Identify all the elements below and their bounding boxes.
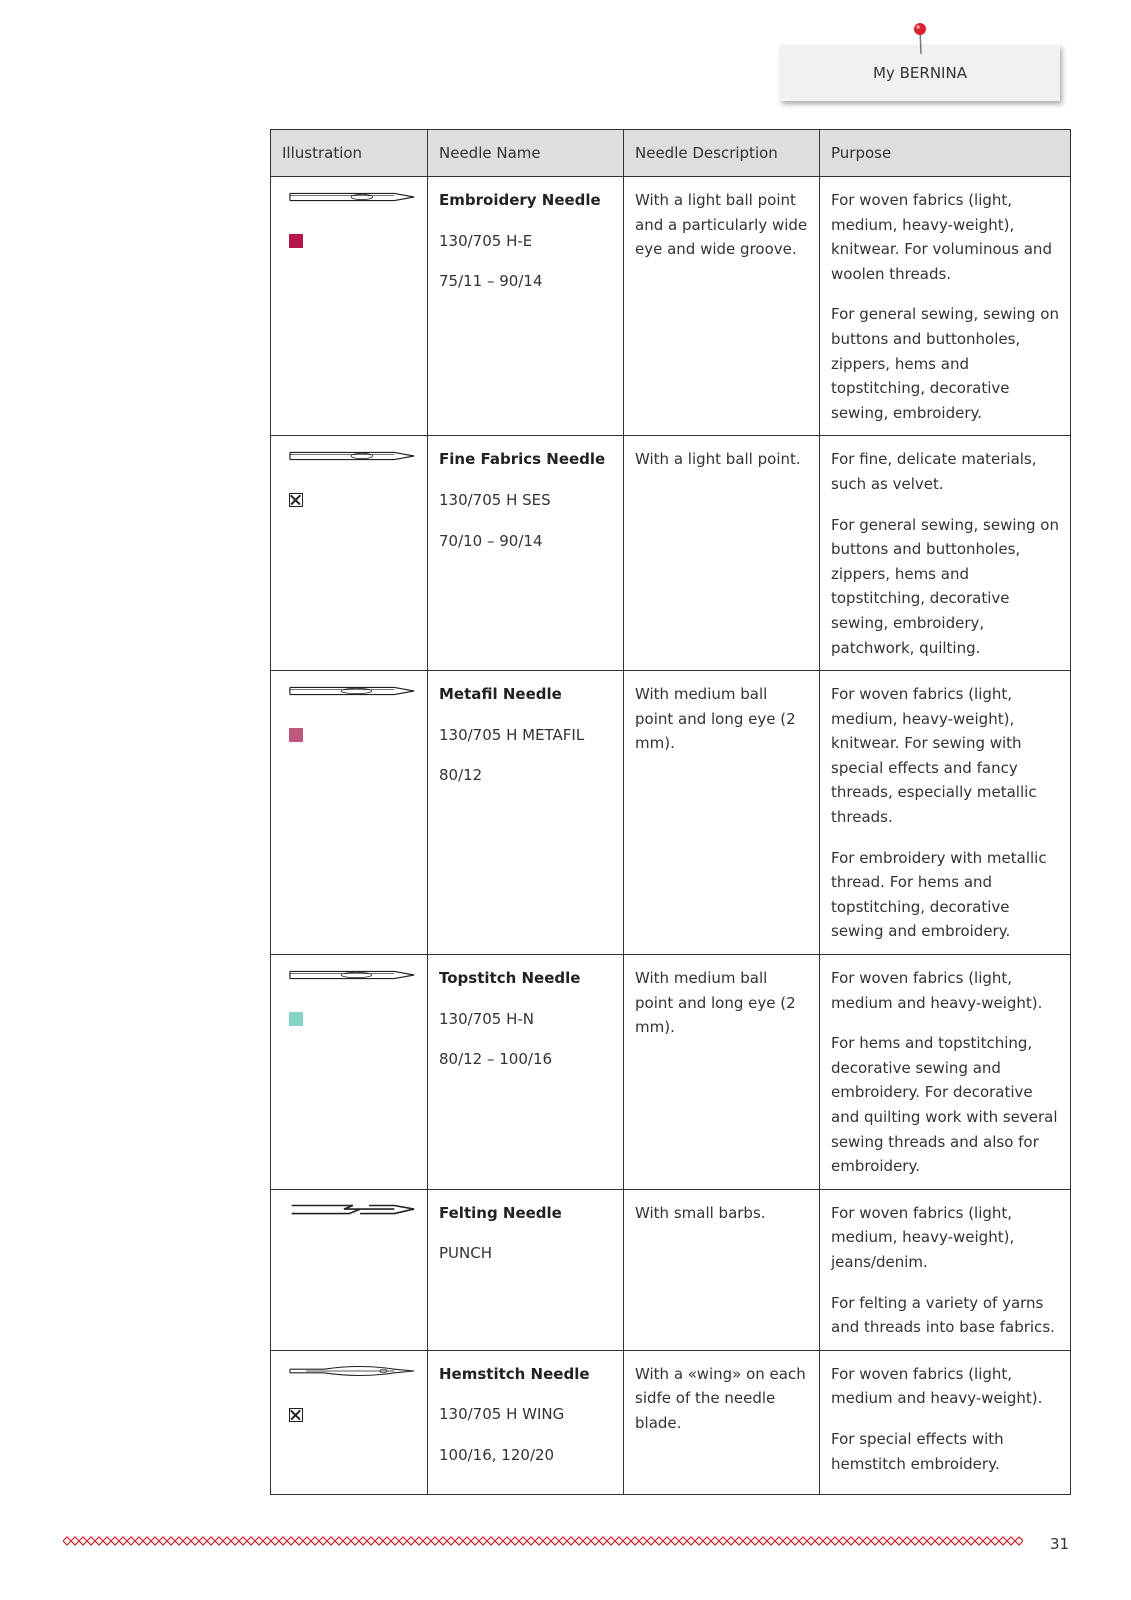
purpose-paragraph: For general sewing, sewing on buttons and buttonholes, zippers, hems and topstitching, decorative sewing, embroidery. [831,305,1059,422]
needle-name: Metafil Needle [439,685,562,704]
purpose-paragraph: For woven fabrics (light, medium, heavy-weight), knitwear. For sewing with special effects and fancy threads, especially metallic threads. [831,685,1037,827]
purpose-paragraph: For felting a variety of yarns and threads into base fabrics. [831,1293,1055,1337]
needle-description: With medium ball point and long eye (2 mm). [635,969,796,1037]
needle-code: 130/705 H METAFIL [439,725,585,744]
purpose-cell [820,436,1071,671]
purpose-paragraph: For fine, delicate materials, such as velvet. [831,450,1037,493]
needle-description-cell [624,1350,820,1494]
illustration-cell [271,671,428,955]
needle-name-cell [428,955,624,1190]
purpose-paragraph: For woven fabrics (light, medium, heavy-weight), jeans/denim. [831,1203,1015,1271]
needle-description: With small barbs. [635,1203,766,1222]
needle-description-cell [624,436,820,671]
needle-sizes: 70/10 – 90/14 [439,531,543,550]
column-header-purpose: Purpose [820,130,1071,177]
purpose-paragraph: For woven fabrics (light, medium and heavy-weight). [831,1364,1043,1408]
needle-name: Hemstitch Needle [439,1364,590,1383]
purpose-cell [820,1350,1071,1494]
needle-sizes: 75/11 – 90/14 [439,272,543,291]
needle-sizes: 80/12 [439,766,483,785]
long-eye-needle-icon [282,966,422,984]
needle-name-cell [428,436,624,671]
needle-table [270,129,1071,1495]
needle-description-cell [624,177,820,436]
section-tab-label: My BERNINA [873,64,967,82]
crossed-box-icon [289,1408,303,1422]
needle-code: 130/705 H WING [439,1405,565,1424]
table-row [271,955,1071,1190]
page-number: 31 [1050,1535,1070,1553]
purpose-paragraph: For embroidery with metallic thread. For hems and topstitching, decorative sewing and embroidery. [831,848,1047,941]
needle-name: Fine Fabrics Needle [439,450,606,469]
purpose-paragraph: For general sewing, sewing on buttons and buttonholes, zippers, hems and topstitching, decorative sewing, embroidery, patchwork, quilting. [831,515,1059,657]
needle-name-cell [428,1350,624,1494]
barbed-needle-icon [282,1201,422,1219]
needle-code: 130/705 H-E [439,231,533,250]
needle-name-cell [428,1189,624,1350]
table-row [271,436,1071,671]
crossed-box-icon [289,493,303,507]
needle-code: PUNCH [439,1244,492,1263]
needle-description-cell [624,955,820,1190]
table-row [271,671,1071,955]
long-eye-needle-icon [282,682,422,700]
needle-code: 130/705 H SES [439,490,551,509]
needle-description-cell [624,1189,820,1350]
purpose-paragraph: For woven fabrics (light, medium and heavy-weight). [831,969,1043,1012]
needle-description: With a light ball point and a particularly wide eye and wide groove. [635,191,808,259]
needle-description: With a «wing» on each sidfe of the needle blade. [635,1364,806,1432]
needle-sizes: 80/12 – 100/16 [439,1050,553,1069]
purpose-cell [820,671,1071,955]
standard-needle-icon [282,188,422,206]
table-row [271,177,1071,436]
purpose-cell [820,1189,1071,1350]
color-code-marker [289,728,303,742]
pushpin-icon [910,20,930,60]
needle-name: Topstitch Needle [439,969,581,988]
zigzag-border [63,1533,1023,1549]
illustration-cell [271,1189,428,1350]
purpose-cell [820,177,1071,436]
needle-code: 130/705 H-N [439,1009,534,1028]
illustration-cell [271,1350,428,1494]
illustration-cell [271,177,428,436]
table-row [271,1189,1071,1350]
needle-name-cell [428,177,624,436]
column-header-needle-description: Needle Description [624,130,820,177]
column-header-needle-name: Needle Name [428,130,624,177]
purpose-paragraph: For special effects with hemstitch embroidery. [831,1429,1004,1473]
needle-description: With a light ball point. [635,450,801,469]
purpose-paragraph: For woven fabrics (light, medium, heavy-weight), knitwear. For voluminous and woolen threads. [831,191,1052,283]
illustration-cell [271,955,428,1190]
table-row [271,1350,1071,1494]
color-code-marker [289,234,303,248]
winged-needle-icon [282,1362,422,1380]
column-header-illustration: Illustration [271,130,428,177]
needle-description-cell [624,671,820,955]
illustration-cell [271,436,428,671]
needle-name: Embroidery Needle [439,191,601,209]
color-code-marker [289,1012,303,1026]
table-header-row [271,130,1071,177]
purpose-paragraph: For hems and topstitching, decorative sewing and embroidery. For decorative and quilting work with several sewing threads and also for embroidery. [831,1034,1058,1176]
purpose-cell [820,955,1071,1190]
needle-name-cell [428,671,624,955]
needle-sizes: 100/16, 120/20 [439,1445,555,1464]
standard-needle-icon [282,447,422,465]
needle-description: With medium ball point and long eye (2 mm). [635,685,796,753]
needle-name: Felting Needle [439,1203,562,1222]
